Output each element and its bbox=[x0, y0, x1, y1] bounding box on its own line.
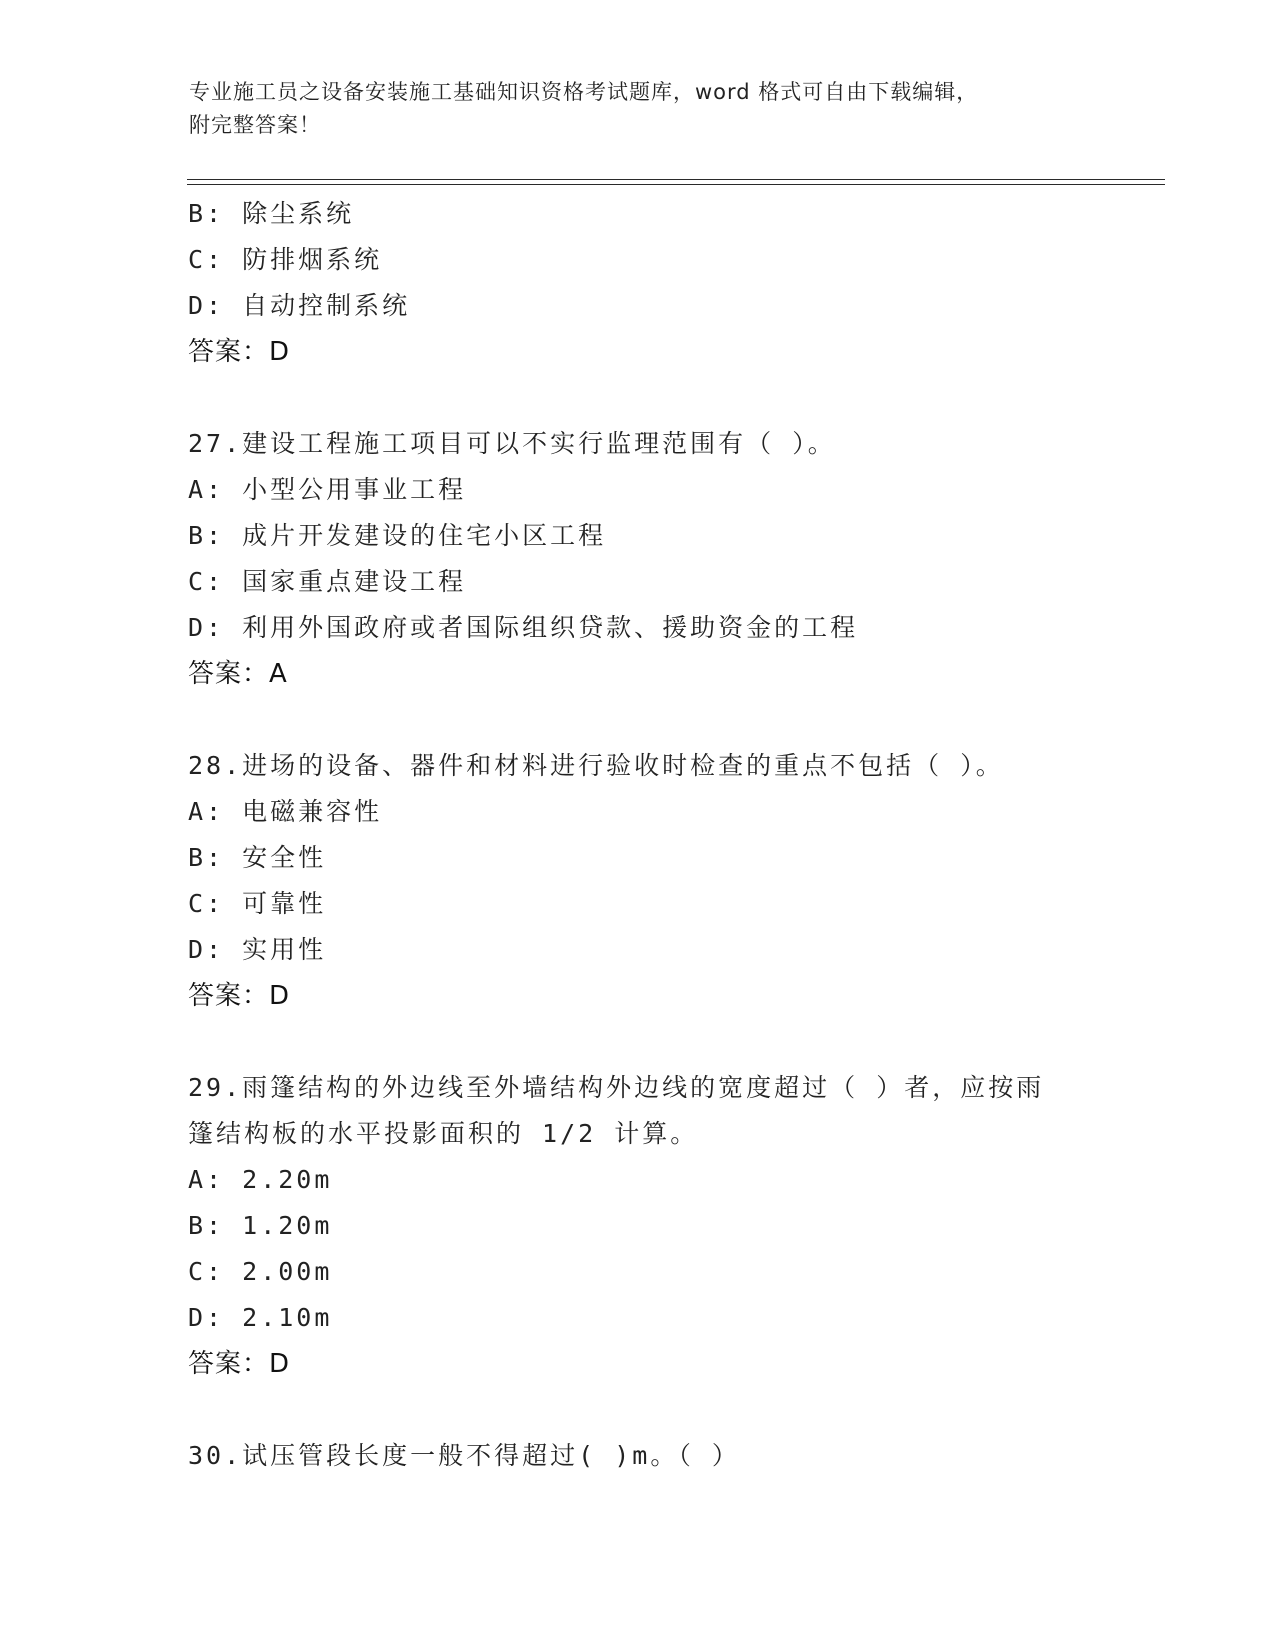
spacer bbox=[188, 697, 1168, 743]
question-30: 30.试压管段长度一般不得超过( )m。（ ） bbox=[188, 1441, 740, 1470]
option-d: D: 2.10m bbox=[188, 1303, 333, 1332]
option-b: B: 1.20m bbox=[188, 1211, 333, 1240]
option-b: B: 成片开发建设的住宅小区工程 bbox=[188, 521, 607, 550]
answer-line: 答案：A bbox=[188, 659, 288, 689]
option-c: C: 可靠性 bbox=[188, 889, 327, 918]
spacer bbox=[188, 375, 1168, 421]
question-29-line-1: 29.雨篷结构的外边线至外墙结构外边线的宽度超过（ ）者，应按雨 bbox=[188, 1073, 1045, 1102]
header-line-1: 专业施工员之设备安装施工基础知识资格考试题库，word 格式可自由下载编辑， bbox=[189, 80, 979, 104]
option-a: A: 2.20m bbox=[188, 1165, 333, 1194]
option-c: C: 国家重点建设工程 bbox=[188, 567, 467, 596]
header-line-2: 附完整答案！ bbox=[189, 113, 321, 137]
option-c: C: 防排烟系统 bbox=[188, 245, 383, 274]
answer-line: 答案：D bbox=[188, 1349, 291, 1379]
option-b: B: 安全性 bbox=[188, 843, 327, 872]
answer-line: 答案：D bbox=[188, 337, 291, 367]
option-a: A: 小型公用事业工程 bbox=[188, 475, 467, 504]
question-27: 27.建设工程施工项目可以不实行监理范围有（ ）。 bbox=[188, 429, 836, 458]
question-28: 28.进场的设备、器件和材料进行验收时检查的重点不包括（ ）。 bbox=[188, 751, 1004, 780]
option-d: D: 自动控制系统 bbox=[188, 291, 411, 320]
question-list bbox=[188, 191, 1168, 1479]
option-d: D: 实用性 bbox=[188, 935, 327, 964]
header-rule-bottom bbox=[187, 184, 1165, 185]
spacer bbox=[188, 1387, 1168, 1433]
option-b: B: 除尘系统 bbox=[188, 199, 355, 228]
header-rule-top bbox=[187, 179, 1165, 180]
page-header bbox=[189, 76, 1089, 142]
option-c: C: 2.00m bbox=[188, 1257, 333, 1286]
option-a: A: 电磁兼容性 bbox=[188, 797, 383, 826]
spacer bbox=[188, 1019, 1168, 1065]
question-29-line-2: 篷结构板的水平投影面积的 1/2 计算。 bbox=[188, 1119, 699, 1148]
option-d: D: 利用外国政府或者国际组织贷款、援助资金的工程 bbox=[188, 613, 859, 642]
answer-line: 答案：D bbox=[188, 981, 291, 1011]
